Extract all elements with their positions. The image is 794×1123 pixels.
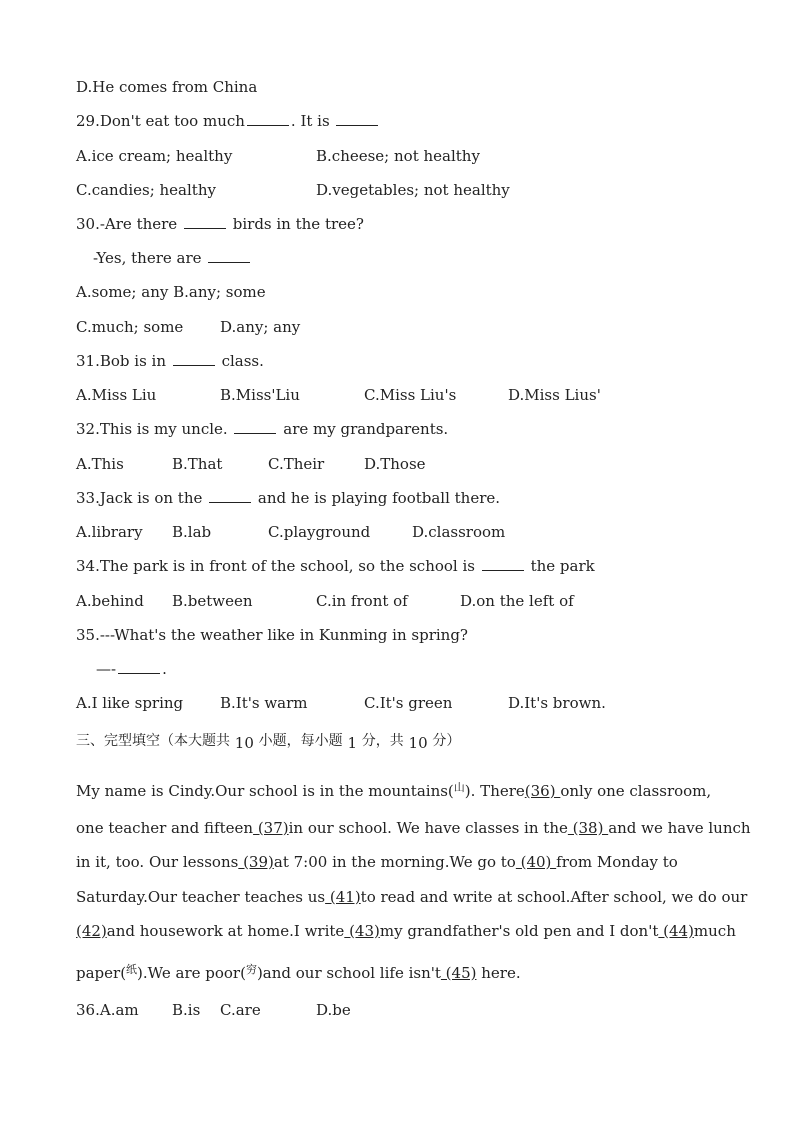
q33-option-a: A.library	[76, 523, 143, 541]
q29-stem-b: . It is	[290, 112, 330, 130]
q34-option-d: D.on the left of	[460, 592, 574, 610]
answer-blank	[173, 353, 215, 366]
passage-text: My name is Cindy.Our school is in the mountains(	[76, 782, 454, 800]
passage-line-4	[76, 888, 747, 906]
q33-stem-a: 33.Jack is on the	[76, 489, 203, 507]
blank-39: (39)	[238, 853, 274, 871]
passage-text: my grandfather's old pen and I don't	[379, 922, 659, 940]
gloss-poor: 穷	[245, 963, 257, 976]
q30-option-c: C.much; some	[76, 318, 184, 336]
q31-option-a: A.Miss Liu	[76, 386, 157, 404]
q36-option-a: 36.A.am	[76, 1001, 139, 1019]
passage-text: to read and write at school.After school, we do our	[360, 888, 748, 906]
section-heading-b: 小题，每小题	[258, 733, 343, 749]
blank-36: (36)	[524, 782, 561, 800]
q35-option-b: B.It's warm	[220, 694, 308, 712]
q34-option-b: B.between	[172, 592, 253, 610]
passage-text: ).We are poor(	[137, 964, 246, 982]
blank-37: (37)	[253, 819, 289, 837]
q33-stem	[76, 489, 500, 507]
q32-option-c: C.Their	[268, 455, 325, 473]
passage-text: only one classroom,	[560, 782, 712, 800]
q31-option-c: C.Miss Liu's	[364, 386, 457, 404]
q29-option-b: B.cheese; not healthy	[316, 147, 480, 165]
q34-stem	[76, 557, 595, 575]
blank-41: (41)	[325, 888, 361, 906]
passage-text: and housework at home.I write	[106, 922, 345, 940]
q36-option-b: B.is	[172, 1001, 201, 1019]
passage-text: )and our school life isn't	[256, 964, 441, 982]
passage-text: and we have lunch	[608, 819, 751, 837]
passage-text: one teacher and fifteen	[76, 819, 254, 837]
q32-stem-a: 32.This is my uncle.	[76, 420, 228, 438]
q30-reply	[93, 249, 252, 267]
blank-42: (42)	[76, 922, 107, 940]
q31-option-d: D.Miss Lius'	[508, 386, 601, 404]
answer-blank	[209, 490, 251, 503]
q32-option-d: D.Those	[364, 455, 426, 473]
q29-option-d: D.vegetables; not healthy	[316, 181, 510, 199]
blank-38: (38)	[567, 819, 609, 837]
q31-option-b: B.Miss'Liu	[220, 386, 300, 404]
passage-line-6	[76, 961, 521, 982]
section-heading-c: 分，共	[361, 733, 404, 749]
passage-text: at 7:00 in the morning.We go to	[273, 853, 516, 871]
answer-blank	[247, 113, 289, 126]
answer-blank	[208, 250, 250, 263]
q30-stem-a: 30.-Are there	[76, 215, 178, 233]
passage-line-2	[76, 819, 751, 837]
gloss-mountain: 山	[453, 781, 465, 794]
q30-stem-b: birds in the tree?	[232, 215, 364, 233]
q36-option-c: C.are	[220, 1001, 261, 1019]
passage-text: Saturday.Our teacher teaches us	[76, 888, 326, 906]
q35-reply-text: —-	[96, 660, 117, 678]
q34-stem-a: 34.The park is in front of the school, so the school is	[76, 557, 475, 575]
q30-stem	[76, 215, 364, 233]
passage-text: ). There	[464, 782, 525, 800]
section-score-each: 1	[347, 734, 357, 752]
blank-40: (40)	[515, 853, 557, 871]
passage-text: from Monday to	[556, 853, 678, 871]
q29-option-c: C.candies; healthy	[76, 181, 216, 199]
passage-line-5	[76, 922, 736, 940]
q30-option-ab: A.some; any B.any; some	[76, 283, 266, 301]
q32-option-b: B.That	[172, 455, 223, 473]
answer-blank	[118, 661, 160, 674]
passage-text: paper(	[76, 964, 127, 982]
q29-stem	[76, 112, 380, 130]
q35-option-c: C.It's green	[364, 694, 453, 712]
q33-option-d: D.classroom	[412, 523, 506, 541]
section-score-total: 10	[408, 734, 428, 752]
q34-option-c: C.in front of	[316, 592, 408, 610]
q35-stem: 35.---What's the weather like in Kunming in spring?	[76, 626, 468, 644]
q35-reply	[96, 660, 167, 678]
q31-stem	[76, 352, 264, 370]
section-heading	[76, 730, 460, 750]
q28-option-d: D.He comes from China	[76, 78, 258, 96]
blank-45: (45)	[440, 964, 477, 982]
q32-stem	[76, 420, 448, 438]
q33-stem-b: and he is playing football there.	[257, 489, 501, 507]
section-count-questions: 10	[234, 734, 254, 752]
q30-option-d: D.any; any	[220, 318, 301, 336]
passage-line-3	[76, 853, 678, 871]
blank-43: (43)	[344, 922, 380, 940]
answer-blank	[234, 421, 276, 434]
q34-option-a: A.behind	[76, 592, 144, 610]
gloss-paper: 纸	[126, 963, 138, 976]
q30-reply-text: -Yes, there are	[93, 249, 202, 267]
blank-44: (44)	[658, 922, 694, 940]
q29-stem-a: 29.Don't eat too much	[76, 112, 245, 130]
answer-blank	[336, 113, 378, 126]
q34-stem-b: the park	[530, 557, 595, 575]
passage-text: in our school. We have classes in the	[288, 819, 568, 837]
q33-option-b: B.lab	[172, 523, 212, 541]
section-heading-d: 分）	[432, 733, 461, 749]
q35-reply-end: .	[162, 660, 167, 678]
q35-option-a: A.I like spring	[76, 694, 184, 712]
passage-text: in it, too. Our lessons	[76, 853, 239, 871]
q31-stem-b: class.	[221, 352, 264, 370]
passage-text: here.	[476, 964, 521, 982]
passage-line-1	[76, 779, 711, 800]
q29-option-a: A.ice cream; healthy	[76, 147, 233, 165]
q33-option-c: C.playground	[268, 523, 371, 541]
answer-blank	[184, 216, 226, 229]
q32-option-a: A.This	[76, 455, 124, 473]
q35-option-d: D.It's brown.	[508, 694, 606, 712]
q31-stem-a: 31.Bob is in	[76, 352, 166, 370]
q32-stem-b: are my grandparents.	[283, 420, 449, 438]
q36-option-d: D.be	[316, 1001, 351, 1019]
section-heading-a: 三、完型填空（本大题共	[76, 733, 230, 749]
answer-blank	[482, 558, 524, 571]
passage-text: much	[693, 922, 736, 940]
